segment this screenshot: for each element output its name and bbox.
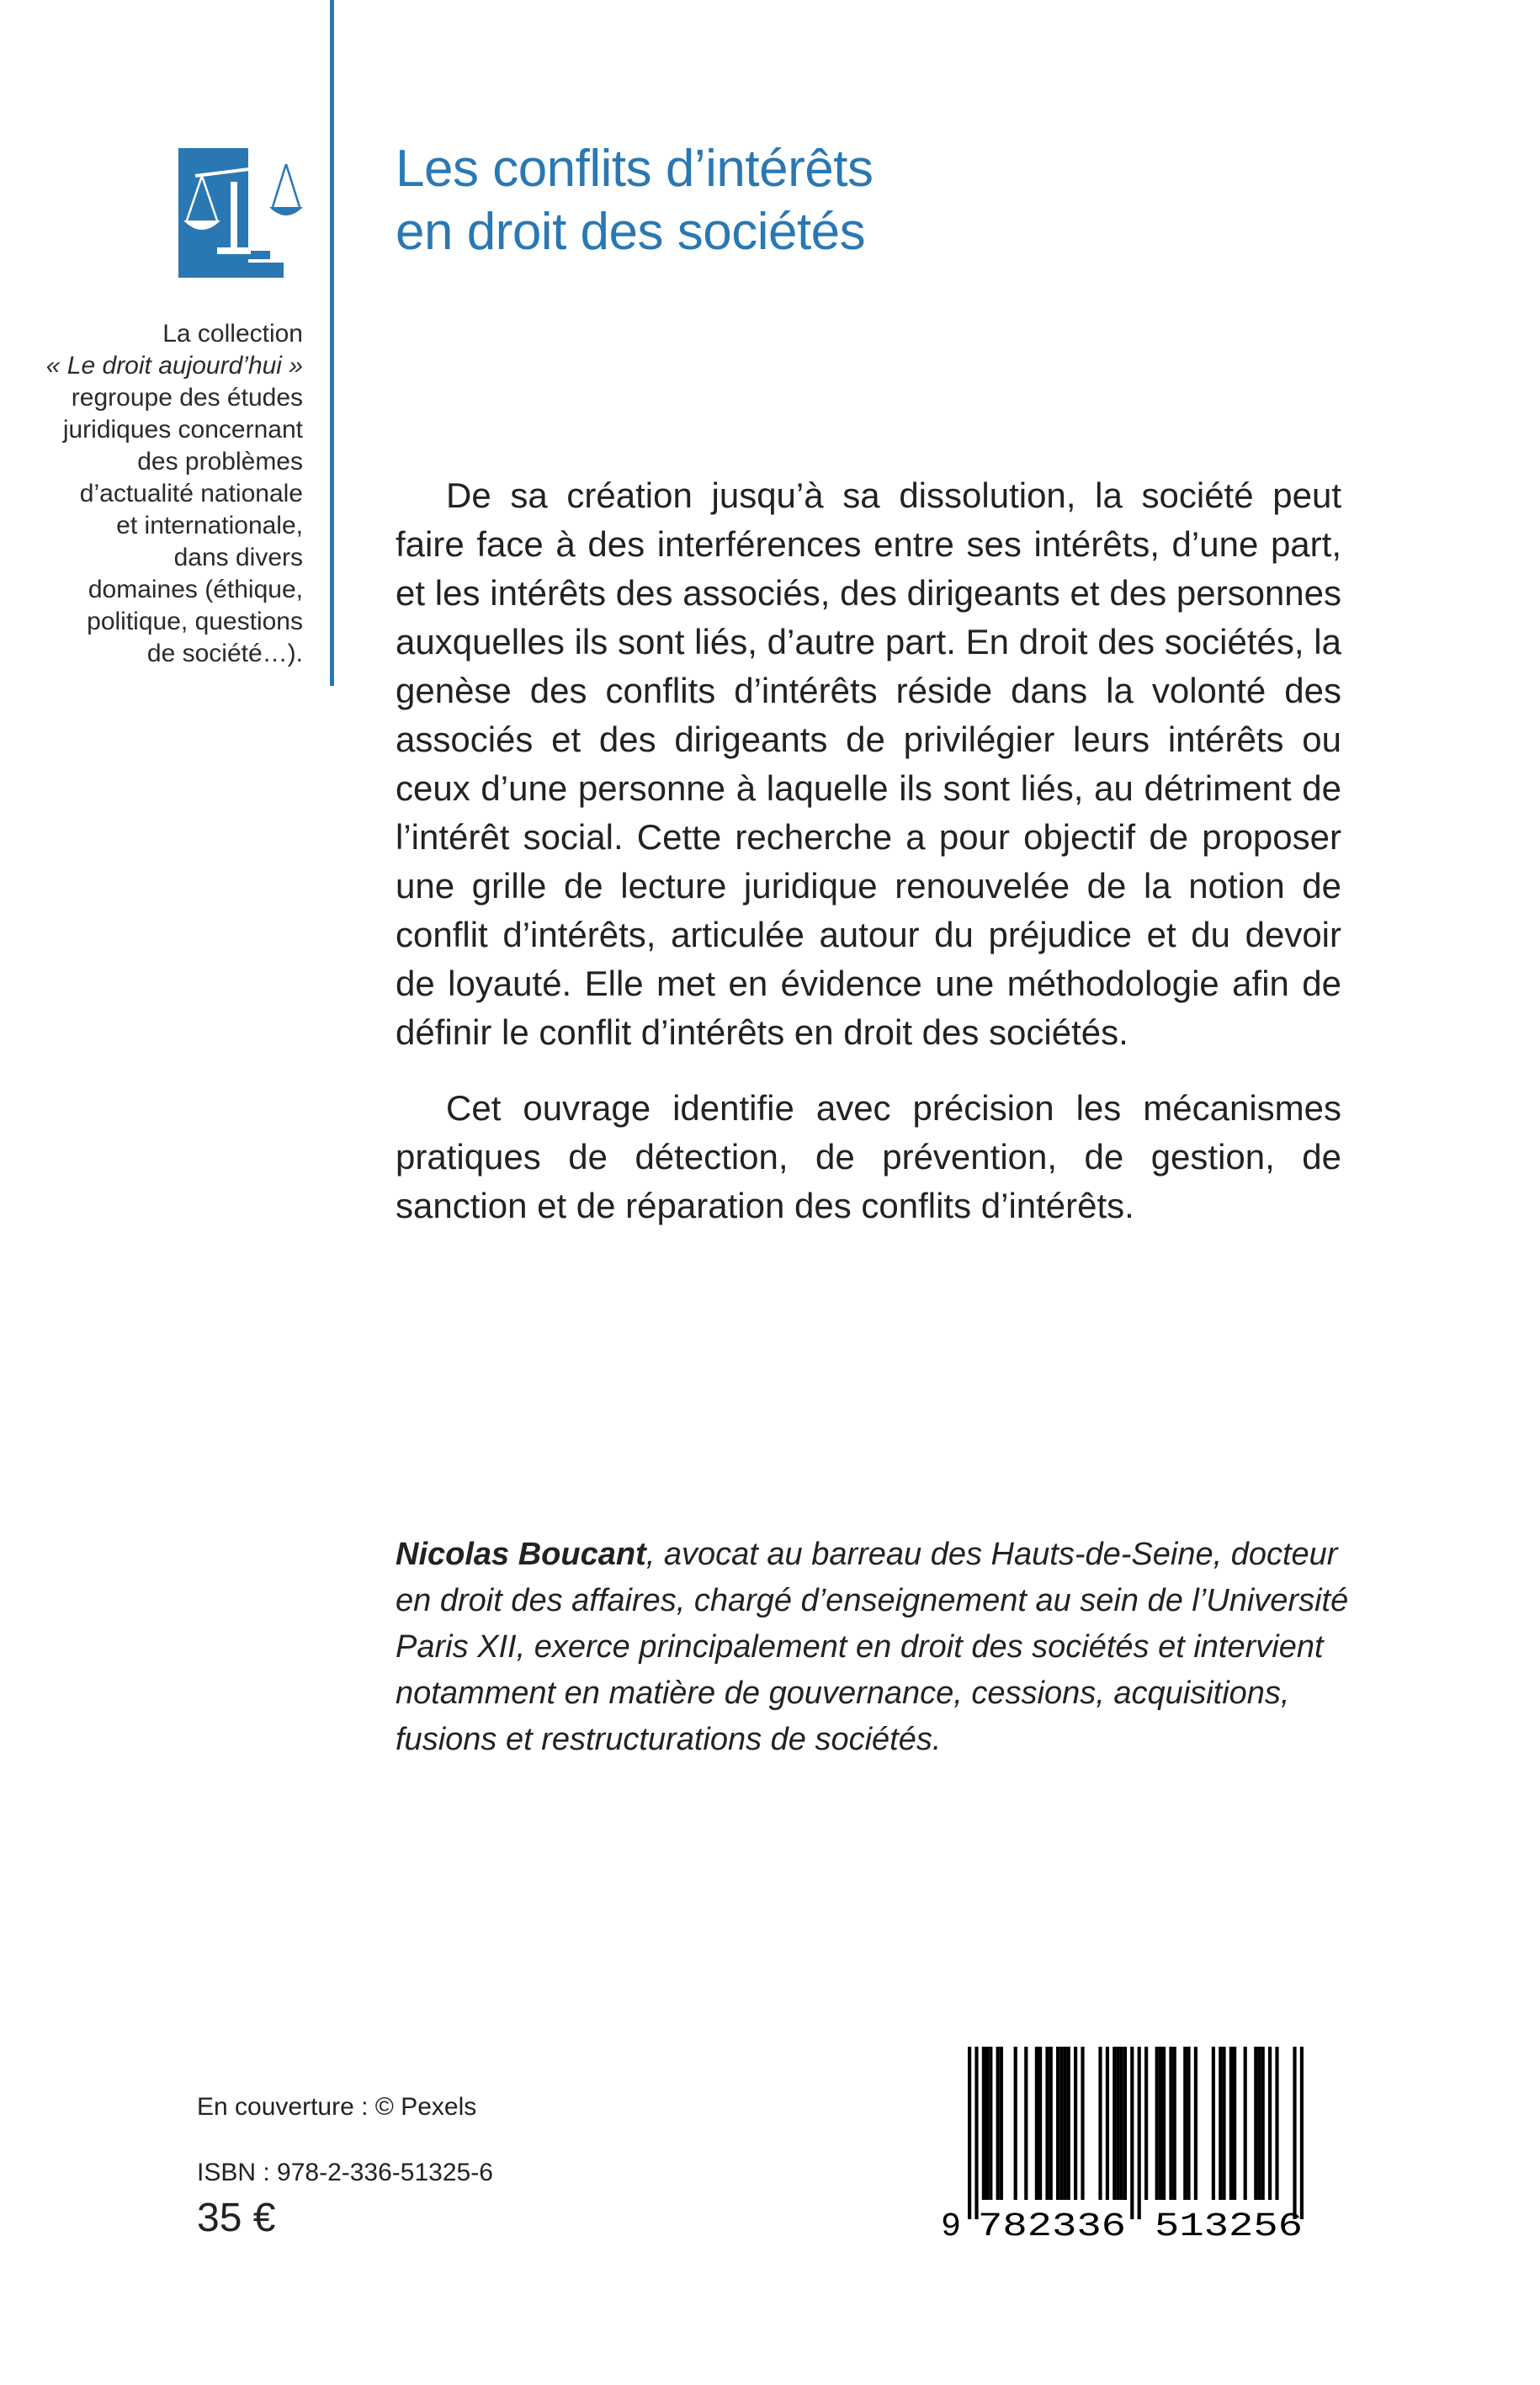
barcode-bar <box>1254 2047 1257 2200</box>
collection-line: des problèmes <box>137 448 303 475</box>
barcode-bar <box>1056 2047 1059 2200</box>
barcode-bar <box>1120 2047 1123 2200</box>
barcode-bar <box>1187 2047 1190 2200</box>
author-bio-line-1 <box>396 1532 1341 1578</box>
barcode-bar <box>1113 2047 1116 2200</box>
barcode-bar <box>1257 2047 1261 2200</box>
barcode-bar <box>974 2047 978 2219</box>
collection-description <box>25 318 303 670</box>
cover-credit: En couverture : © Pexels <box>197 2093 477 2121</box>
barcode-bar <box>1229 2047 1233 2200</box>
barcode-bar <box>1116 2047 1119 2200</box>
barcode-digits-left: 782336 <box>978 2208 1126 2240</box>
summary-paragraph-1: De sa création jusqu’à sa dissolution, la société peut faire face à des interférences entre ses intérêts, d’une part, et les intérêts des associés, des dirigeants et des personnes auxquelles ils sont liés, d’autre part. En droit des sociétés, la genèse des conflits d’intérêts réside dans la volonté des associés et des dirigeants de privilégier leurs intérêts ou ceux d’une personne à laquelle ils sont liés, au détriment de l’intérêt social. Cette recherche a pour objectif de proposer une grille de lecture juridique renouvelée de la notion de conflit d’intérêts, articulée autour du préjudice et du devoir de loyauté. Elle met en évidence une méthodologie afin de définir le conflit d’intérêts en droit des sociétés. <box>396 475 1341 1052</box>
barcode-bar <box>1144 2047 1148 2200</box>
barcode-bar <box>1169 2047 1172 2200</box>
barcode-bar <box>1275 2047 1278 2200</box>
collection-line: d’actualité nationale <box>79 480 303 507</box>
barcode-bar <box>1222 2047 1225 2200</box>
barcode-bar <box>1261 2047 1265 2200</box>
author-name: Nicolas Boucant <box>396 1537 646 1572</box>
barcode-bar <box>1063 2047 1066 2200</box>
author-bio-line-5: fusions et restructurations de sociétés. <box>396 1722 942 1757</box>
barcode-bar <box>1067 2047 1070 2200</box>
author-bio-text: , avocat au barreau des Hauts-de-Seine, docteur <box>645 1537 1338 1572</box>
barcode-bar <box>1183 2047 1187 2200</box>
barcode-bar <box>1098 2047 1102 2200</box>
collection-line: La collection <box>162 320 303 348</box>
barcode-bar <box>1233 2047 1236 2200</box>
author-bio-line-3: Paris XII, exerce principalement en droit des sociétés et intervient <box>396 1629 1324 1665</box>
collection-line: de société…). <box>146 640 303 667</box>
price: 35 € <box>197 2196 276 2240</box>
collection-line: domaines (éthique, <box>88 576 303 603</box>
barcode-bar <box>1173 2047 1176 2200</box>
collection-name: « Le droit aujourd’hui » <box>45 352 303 380</box>
barcode-bar <box>1014 2047 1017 2200</box>
barcode-bar <box>1074 2047 1077 2200</box>
book-summary <box>396 471 1341 1230</box>
title-line-1: Les conflits d’intérêts <box>396 140 874 198</box>
author-bio-line-2: en droit des affaires, chargé d’enseignement au sein de l’Université <box>396 1583 1349 1618</box>
barcode-bar <box>982 2047 985 2200</box>
collection-line: juridiques concernant <box>62 416 303 444</box>
barcode-bar <box>1038 2047 1042 2200</box>
barcode-bar <box>1268 2047 1272 2200</box>
book-title <box>396 137 1405 263</box>
barcode-bar <box>1244 2047 1247 2200</box>
barcode-bar <box>1212 2047 1215 2200</box>
barcode-digits-right: 513256 <box>1155 2208 1303 2240</box>
barcode-bar <box>1024 2047 1028 2200</box>
barcode-bar <box>1130 2047 1134 2219</box>
barcode-bar <box>996 2047 1000 2200</box>
barcode-bar <box>1300 2047 1304 2219</box>
vertical-rule <box>330 0 334 686</box>
summary-paragraph-2: Cet ouvrage identifie avec précision les mécanismes pratiques de détection, de prévention, de gestion, de sanction et de réparation des conflits d’intérêts. <box>396 1088 1341 1225</box>
title-line-2: en droit des sociétés <box>396 203 866 261</box>
barcode-bar <box>1293 2047 1296 2219</box>
collection-line: et internationale, <box>116 512 303 539</box>
collection-line: regroupe des études <box>71 384 303 412</box>
barcode-bar <box>1219 2047 1222 2200</box>
barcode-bar <box>989 2047 992 2200</box>
barcode-bar <box>1159 2047 1162 2200</box>
collection-line: dans divers <box>173 544 303 571</box>
barcode-digit-first: 9 <box>941 2208 962 2240</box>
barcode-bar <box>1045 2047 1049 2200</box>
barcode-bar <box>1035 2047 1038 2200</box>
barcode-bar <box>1000 2047 1003 2200</box>
barcode-bar <box>968 2047 971 2219</box>
barcode-bar <box>1155 2047 1159 2200</box>
barcode-bar <box>1081 2047 1084 2200</box>
barcode-bar <box>1106 2047 1109 2200</box>
barcode-bars <box>968 2047 1304 2219</box>
author-bio <box>396 1532 1349 1763</box>
author-bio-line-4: notamment en matière de gouvernance, cessions, acquisitions, <box>396 1676 1290 1711</box>
barcode-bar <box>1138 2047 1141 2219</box>
collection-line: politique, questions <box>87 608 303 635</box>
barcode-bar <box>1049 2047 1053 2200</box>
barcode-bar <box>1123 2047 1127 2200</box>
barcode <box>939 2047 1336 2240</box>
barcode-bar <box>1194 2047 1197 2200</box>
barcode-bar <box>1162 2047 1166 2200</box>
isbn: ISBN : 978-2-336-51325-6 <box>197 2159 493 2186</box>
barcode-bar <box>1059 2047 1063 2200</box>
scales-of-justice-icon <box>178 148 305 278</box>
barcode-bar <box>985 2047 989 2200</box>
